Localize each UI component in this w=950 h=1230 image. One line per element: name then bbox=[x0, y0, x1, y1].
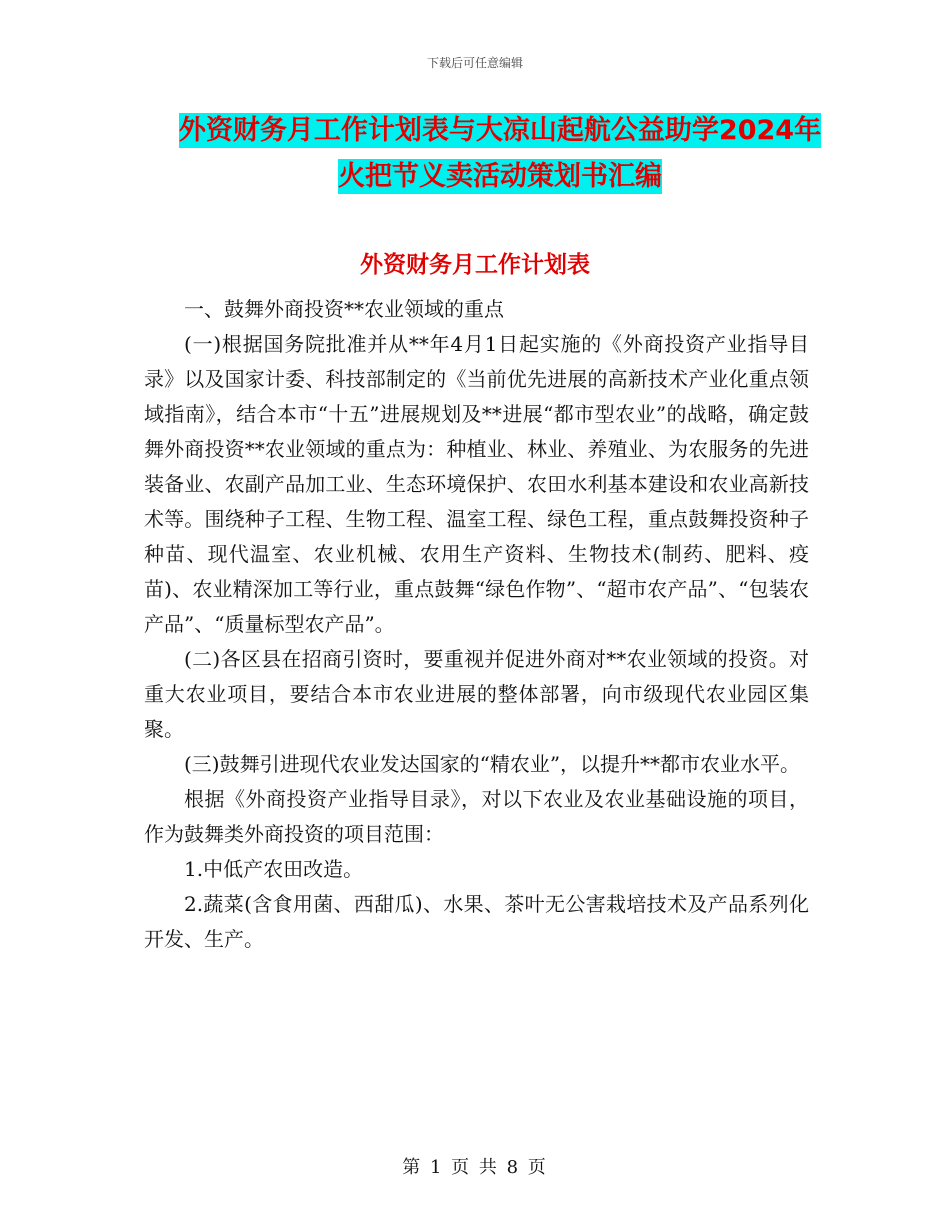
page-footer: 第 1 页 共 8 页 bbox=[402, 1157, 548, 1178]
header-note: 下载后可任意编辑 bbox=[426, 56, 523, 70]
paragraph-2: (二)各区县在招商引资时，要重视并促进外商对**农业领域的投资。对重大农业项目，要结合本市农业进展的整体部署，向市级现代农业园区集聚。 bbox=[144, 647, 809, 741]
list-item-1: 1.中低产农田改造。 bbox=[184, 857, 364, 881]
section-heading-1: 一、鼓舞外商投资**农业领域的重点 bbox=[184, 297, 504, 321]
list-item-2: 2.蔬菜(含食用菌、西甜瓜)、水果、茶叶无公害栽培技术及产品系列化开发、生产。 bbox=[144, 892, 809, 951]
body-text bbox=[144, 292, 809, 957]
paragraph-4: 根据《外商投资产业指导目录》，对以下农业及农业基础设施的项目，作为鼓舞类外商投资的项目范围： bbox=[144, 787, 809, 846]
paragraph-1: (一)根据国务院批准并从**年4月1日起实施的《外商投资产业指导目录》以及国家计委、科技部制定的《当前优先进展的高新技术产业化重点领域指南》，结合本市“十五”进展规划及**进展“都市型农业”的战略，确定鼓舞外商投资**农业领域的重点为：种植业、林业、养殖业、为农服务的先进装备业、农副产品加工业、生态环境保护、农田水利基本建设和农业高新技术等。围绕种子工程、生物工程、温室工程、绿色工程，重点鼓舞投资种子种苗、现代温室、农业机械、农用生产资料、生物技术(制药、肥料、疫苗)、农业精深加工等行业，重点鼓舞“绿色作物”、“超市农产品”、“包装农产品”、“质量标型农产品”。 bbox=[144, 332, 809, 636]
document-title-line-2: 火把节义卖活动策划书汇编 bbox=[338, 161, 662, 192]
paragraph-3: (三)鼓舞引进现代农业发达国家的“精农业”，以提升**都市农业水平。 bbox=[184, 752, 801, 776]
section-title: 外资财务月工作计划表 bbox=[360, 252, 590, 278]
document-title-line-1: 外资财务月工作计划表与大凉山起航公益助学2024年 bbox=[178, 115, 822, 146]
document-title bbox=[140, 108, 860, 200]
